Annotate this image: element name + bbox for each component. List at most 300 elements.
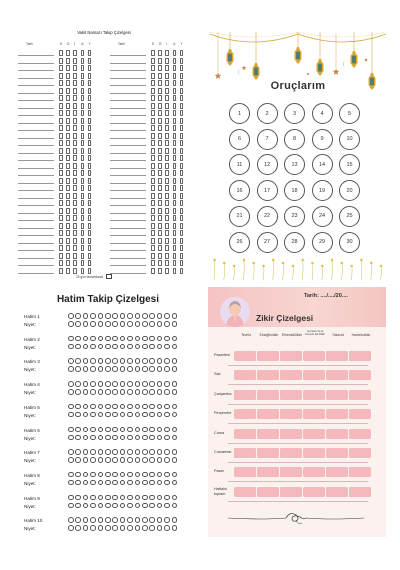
cuz-circle[interactable]: [105, 525, 111, 531]
cuz-circle[interactable]: [98, 449, 104, 455]
cuz-circle[interactable]: [98, 412, 104, 418]
cuz-circle[interactable]: [157, 427, 163, 433]
cuz-circle[interactable]: [120, 457, 126, 463]
prayer-checkbox[interactable]: [173, 163, 177, 169]
cuz-circle[interactable]: [90, 404, 96, 410]
prayer-checkbox[interactable]: [173, 73, 177, 79]
prayer-checkbox[interactable]: [180, 215, 184, 221]
cuz-circle[interactable]: [98, 517, 104, 523]
prayer-checkbox[interactable]: [180, 140, 184, 146]
cuz-circle[interactable]: [75, 495, 81, 501]
prayer-checkbox[interactable]: [173, 80, 177, 86]
cuz-circle[interactable]: [127, 472, 133, 478]
zikir-count-cell[interactable]: [257, 390, 279, 400]
date-line[interactable]: [110, 213, 146, 214]
cuz-circle[interactable]: [164, 503, 170, 509]
zikir-count-cell[interactable]: [257, 370, 279, 380]
cuz-circle[interactable]: [157, 313, 163, 319]
cuz-circle[interactable]: [172, 472, 178, 478]
zikir-count-cell[interactable]: [326, 351, 348, 361]
cuz-circle[interactable]: [90, 435, 96, 441]
cuz-circle[interactable]: [142, 389, 148, 395]
cuz-circle[interactable]: [90, 427, 96, 433]
cuz-circle[interactable]: [105, 495, 111, 501]
cuz-circle[interactable]: [164, 525, 170, 531]
cuz-circle[interactable]: [120, 449, 126, 455]
date-line[interactable]: [110, 198, 146, 199]
cuz-circle[interactable]: [68, 472, 74, 478]
cuz-circle[interactable]: [98, 503, 104, 509]
zikir-count-cell[interactable]: [280, 448, 302, 458]
zikir-count-cell[interactable]: [234, 448, 256, 458]
prayer-checkbox[interactable]: [165, 215, 169, 221]
cuz-circle[interactable]: [135, 344, 141, 350]
prayer-checkbox[interactable]: [180, 110, 184, 116]
cuz-circle[interactable]: [164, 472, 170, 478]
fast-day-circle[interactable]: 14: [312, 154, 333, 175]
prayer-checkbox[interactable]: [165, 125, 169, 131]
prayer-checkbox[interactable]: [180, 238, 184, 244]
cuz-circle[interactable]: [120, 389, 126, 395]
cuz-circle[interactable]: [75, 336, 81, 342]
cuz-circle[interactable]: [135, 313, 141, 319]
cuz-circle[interactable]: [157, 389, 163, 395]
cuz-circle[interactable]: [142, 336, 148, 342]
date-line[interactable]: [110, 258, 146, 259]
cuz-circle[interactable]: [142, 435, 148, 441]
cuz-circle[interactable]: [112, 503, 118, 509]
cuz-circle[interactable]: [157, 495, 163, 501]
cuz-circle[interactable]: [157, 435, 163, 441]
cuz-circle[interactable]: [127, 435, 133, 441]
cuz-circle[interactable]: [149, 412, 155, 418]
prayer-checkbox[interactable]: [158, 185, 162, 191]
cuz-circle[interactable]: [127, 389, 133, 395]
prayer-checkbox[interactable]: [173, 253, 177, 259]
fast-day-circle[interactable]: 30: [339, 232, 360, 253]
cuz-circle[interactable]: [83, 381, 89, 387]
cuz-circle[interactable]: [98, 313, 104, 319]
prayer-checkbox[interactable]: [165, 80, 169, 86]
prayer-checkbox[interactable]: [173, 178, 177, 184]
cuz-circle[interactable]: [135, 412, 141, 418]
cuz-circle[interactable]: [172, 503, 178, 509]
zikir-date-field[interactable]: Tarih: ..../..../20....: [304, 293, 348, 299]
cuz-circle[interactable]: [120, 321, 126, 327]
prayer-checkbox[interactable]: [151, 58, 155, 64]
cuz-circle[interactable]: [149, 404, 155, 410]
prayer-checkbox[interactable]: [151, 148, 155, 154]
prayer-checkbox[interactable]: [173, 88, 177, 94]
cuz-circle[interactable]: [157, 336, 163, 342]
cuz-circle[interactable]: [83, 449, 89, 455]
cuz-circle[interactable]: [112, 389, 118, 395]
zikir-count-cell[interactable]: [349, 448, 371, 458]
cuz-circle[interactable]: [164, 517, 170, 523]
cuz-circle[interactable]: [142, 457, 148, 463]
prayer-checkbox[interactable]: [158, 208, 162, 214]
fast-day-circle[interactable]: 11: [229, 154, 250, 175]
cuz-circle[interactable]: [172, 336, 178, 342]
prayer-checkbox[interactable]: [173, 223, 177, 229]
zikir-count-cell[interactable]: [303, 487, 325, 497]
prayer-checkbox[interactable]: [165, 170, 169, 176]
zikir-count-cell[interactable]: [257, 429, 279, 439]
zikir-count-cell[interactable]: [280, 487, 302, 497]
cuz-circle[interactable]: [127, 336, 133, 342]
cuz-circle[interactable]: [90, 344, 96, 350]
prayer-checkbox[interactable]: [180, 230, 184, 236]
prayer-checkbox[interactable]: [173, 230, 177, 236]
prayer-checkbox[interactable]: [158, 253, 162, 259]
cuz-circle[interactable]: [75, 381, 81, 387]
prayer-checkbox[interactable]: [180, 125, 184, 131]
cuz-circle[interactable]: [127, 412, 133, 418]
prayer-checkbox[interactable]: [158, 140, 162, 146]
fast-day-circle[interactable]: 2: [257, 103, 278, 124]
cuz-circle[interactable]: [142, 412, 148, 418]
prayer-checkbox[interactable]: [180, 208, 184, 214]
fast-day-circle[interactable]: 20: [339, 180, 360, 201]
cuz-circle[interactable]: [112, 495, 118, 501]
cuz-circle[interactable]: [112, 381, 118, 387]
cuz-circle[interactable]: [149, 313, 155, 319]
cuz-circle[interactable]: [120, 336, 126, 342]
zikir-count-cell[interactable]: [234, 390, 256, 400]
zikir-count-cell[interactable]: [234, 487, 256, 497]
cuz-circle[interactable]: [172, 366, 178, 372]
cuz-circle[interactable]: [135, 495, 141, 501]
cuz-circle[interactable]: [172, 389, 178, 395]
cuz-circle[interactable]: [98, 321, 104, 327]
fast-day-circle[interactable]: 5: [339, 103, 360, 124]
cuz-circle[interactable]: [149, 517, 155, 523]
date-line[interactable]: [110, 78, 146, 79]
cuz-circle[interactable]: [98, 427, 104, 433]
prayer-checkbox[interactable]: [173, 50, 177, 56]
prayer-checkbox[interactable]: [158, 133, 162, 139]
prayer-checkbox[interactable]: [173, 185, 177, 191]
fast-day-circle[interactable]: 26: [229, 232, 250, 253]
prayer-checkbox[interactable]: [165, 200, 169, 206]
cuz-circle[interactable]: [90, 321, 96, 327]
cuz-circle[interactable]: [83, 358, 89, 364]
date-line[interactable]: [110, 138, 146, 139]
cuz-circle[interactable]: [75, 358, 81, 364]
prayer-checkbox[interactable]: [165, 260, 169, 266]
cuz-circle[interactable]: [172, 517, 178, 523]
date-line[interactable]: [110, 153, 146, 154]
cuz-circle[interactable]: [172, 427, 178, 433]
cuz-circle[interactable]: [127, 503, 133, 509]
zikir-count-cell[interactable]: [280, 429, 302, 439]
cuz-circle[interactable]: [90, 449, 96, 455]
cuz-circle[interactable]: [83, 366, 89, 372]
prayer-checkbox[interactable]: [158, 163, 162, 169]
prayer-checkbox[interactable]: [151, 125, 155, 131]
cuz-circle[interactable]: [172, 404, 178, 410]
cuz-circle[interactable]: [112, 435, 118, 441]
prayer-checkbox[interactable]: [151, 163, 155, 169]
cuz-circle[interactable]: [83, 404, 89, 410]
fast-day-circle[interactable]: 3: [284, 103, 305, 124]
cuz-circle[interactable]: [75, 389, 81, 395]
cuz-circle[interactable]: [120, 503, 126, 509]
zikir-count-cell[interactable]: [303, 467, 325, 477]
cuz-circle[interactable]: [149, 457, 155, 463]
cuz-circle[interactable]: [90, 336, 96, 342]
cuz-circle[interactable]: [172, 525, 178, 531]
prayer-checkbox[interactable]: [180, 178, 184, 184]
prayer-checkbox[interactable]: [173, 238, 177, 244]
fast-day-circle[interactable]: 24: [312, 206, 333, 227]
prayer-checkbox[interactable]: [165, 65, 169, 71]
cuz-circle[interactable]: [98, 336, 104, 342]
cuz-circle[interactable]: [135, 381, 141, 387]
prayer-checkbox[interactable]: [165, 178, 169, 184]
cuz-circle[interactable]: [142, 503, 148, 509]
date-line[interactable]: [110, 123, 146, 124]
date-line[interactable]: [110, 63, 146, 64]
prayer-checkbox[interactable]: [151, 178, 155, 184]
cuz-circle[interactable]: [98, 344, 104, 350]
cuz-circle[interactable]: [127, 457, 133, 463]
prayer-checkbox[interactable]: [151, 133, 155, 139]
cuz-circle[interactable]: [164, 412, 170, 418]
prayer-checkbox[interactable]: [151, 88, 155, 94]
prayer-checkbox[interactable]: [165, 238, 169, 244]
cuz-circle[interactable]: [149, 427, 155, 433]
cuz-circle[interactable]: [83, 336, 89, 342]
prayer-checkbox[interactable]: [173, 215, 177, 221]
cuz-circle[interactable]: [90, 389, 96, 395]
cuz-circle[interactable]: [112, 472, 118, 478]
cuz-circle[interactable]: [90, 457, 96, 463]
cuz-circle[interactable]: [83, 517, 89, 523]
cuz-circle[interactable]: [98, 435, 104, 441]
cuz-circle[interactable]: [157, 381, 163, 387]
prayer-checkbox[interactable]: [151, 215, 155, 221]
cuz-circle[interactable]: [105, 336, 111, 342]
cuz-circle[interactable]: [68, 358, 74, 364]
cuz-circle[interactable]: [135, 435, 141, 441]
cuz-circle[interactable]: [98, 457, 104, 463]
cuz-circle[interactable]: [164, 449, 170, 455]
prayer-checkbox[interactable]: [165, 148, 169, 154]
cuz-circle[interactable]: [135, 517, 141, 523]
prayer-checkbox[interactable]: [180, 73, 184, 79]
fast-day-circle[interactable]: 13: [284, 154, 305, 175]
cuz-circle[interactable]: [172, 358, 178, 364]
cuz-circle[interactable]: [83, 412, 89, 418]
prayer-checkbox[interactable]: [158, 260, 162, 266]
prayer-checkbox[interactable]: [151, 110, 155, 116]
prayer-checkbox[interactable]: [180, 223, 184, 229]
prayer-checkbox[interactable]: [173, 125, 177, 131]
prayer-checkbox[interactable]: [173, 245, 177, 251]
cuz-circle[interactable]: [105, 404, 111, 410]
cuz-circle[interactable]: [75, 412, 81, 418]
cuz-circle[interactable]: [90, 313, 96, 319]
prayer-checkbox[interactable]: [180, 260, 184, 266]
prayer-checkbox[interactable]: [173, 268, 177, 274]
cuz-circle[interactable]: [172, 321, 178, 327]
prayer-checkbox[interactable]: [158, 155, 162, 161]
prayer-checkbox[interactable]: [158, 230, 162, 236]
prayer-checkbox[interactable]: [158, 170, 162, 176]
zikir-count-cell[interactable]: [234, 409, 256, 419]
cuz-circle[interactable]: [83, 503, 89, 509]
prayer-checkbox[interactable]: [158, 50, 162, 56]
cuz-circle[interactable]: [105, 366, 111, 372]
cuz-circle[interactable]: [75, 427, 81, 433]
cuz-circle[interactable]: [120, 427, 126, 433]
prayer-checkbox[interactable]: [180, 163, 184, 169]
cuz-circle[interactable]: [172, 313, 178, 319]
cuz-circle[interactable]: [68, 503, 74, 509]
prayer-checkbox[interactable]: [165, 58, 169, 64]
prayer-checkbox[interactable]: [151, 193, 155, 199]
zikir-count-cell[interactable]: [280, 351, 302, 361]
cuz-circle[interactable]: [105, 358, 111, 364]
zikir-count-cell[interactable]: [326, 448, 348, 458]
prayer-checkbox[interactable]: [151, 140, 155, 146]
cuz-circle[interactable]: [112, 404, 118, 410]
cuz-circle[interactable]: [98, 472, 104, 478]
date-line[interactable]: [110, 108, 146, 109]
cuz-circle[interactable]: [83, 457, 89, 463]
cuz-circle[interactable]: [112, 427, 118, 433]
cuz-circle[interactable]: [142, 358, 148, 364]
prayer-checkbox[interactable]: [180, 58, 184, 64]
cuz-circle[interactable]: [98, 480, 104, 486]
prayer-checkbox[interactable]: [180, 185, 184, 191]
prayer-checkbox[interactable]: [165, 95, 169, 101]
prayer-checkbox[interactable]: [158, 193, 162, 199]
cuz-circle[interactable]: [164, 336, 170, 342]
prayer-checkbox[interactable]: [151, 155, 155, 161]
cuz-circle[interactable]: [75, 457, 81, 463]
prayer-checkbox[interactable]: [151, 253, 155, 259]
cuz-circle[interactable]: [157, 366, 163, 372]
prayer-checkbox[interactable]: [165, 163, 169, 169]
cuz-circle[interactable]: [149, 321, 155, 327]
cuz-circle[interactable]: [172, 495, 178, 501]
fast-day-circle[interactable]: 22: [257, 206, 278, 227]
cuz-circle[interactable]: [68, 404, 74, 410]
cuz-circle[interactable]: [127, 449, 133, 455]
cuz-circle[interactable]: [83, 495, 89, 501]
zikir-count-cell[interactable]: [280, 390, 302, 400]
prayer-checkbox[interactable]: [180, 118, 184, 124]
cuz-circle[interactable]: [142, 366, 148, 372]
cuz-circle[interactable]: [120, 404, 126, 410]
cuz-circle[interactable]: [75, 321, 81, 327]
zikir-count-cell[interactable]: [234, 351, 256, 361]
prayer-checkbox[interactable]: [165, 268, 169, 274]
cuz-circle[interactable]: [90, 517, 96, 523]
fast-day-circle[interactable]: 17: [257, 180, 278, 201]
fast-day-circle[interactable]: 16: [229, 180, 250, 201]
cuz-circle[interactable]: [105, 389, 111, 395]
cuz-circle[interactable]: [112, 480, 118, 486]
cuz-circle[interactable]: [135, 427, 141, 433]
zikir-count-cell[interactable]: [349, 429, 371, 439]
cuz-circle[interactable]: [98, 404, 104, 410]
prayer-checkbox[interactable]: [158, 80, 162, 86]
cuz-circle[interactable]: [112, 344, 118, 350]
prayer-checkbox[interactable]: [165, 50, 169, 56]
cuz-circle[interactable]: [105, 427, 111, 433]
date-line[interactable]: [110, 55, 146, 56]
prayer-checkbox[interactable]: [158, 245, 162, 251]
prayer-checkbox[interactable]: [165, 118, 169, 124]
cuz-circle[interactable]: [68, 427, 74, 433]
zikir-count-cell[interactable]: [257, 467, 279, 477]
zikir-count-cell[interactable]: [303, 448, 325, 458]
cuz-circle[interactable]: [83, 313, 89, 319]
prayer-checkbox[interactable]: [165, 230, 169, 236]
zikir-count-cell[interactable]: [326, 370, 348, 380]
prayer-checkbox[interactable]: [165, 88, 169, 94]
cuz-circle[interactable]: [68, 366, 74, 372]
date-line[interactable]: [110, 190, 146, 191]
cuz-circle[interactable]: [105, 503, 111, 509]
cuz-circle[interactable]: [75, 404, 81, 410]
cuz-circle[interactable]: [98, 389, 104, 395]
date-line[interactable]: [110, 168, 146, 169]
cuz-circle[interactable]: [75, 449, 81, 455]
zikir-count-cell[interactable]: [349, 487, 371, 497]
cuz-circle[interactable]: [142, 404, 148, 410]
prayer-checkbox[interactable]: [158, 65, 162, 71]
zikir-count-cell[interactable]: [257, 448, 279, 458]
prayer-checkbox[interactable]: [165, 253, 169, 259]
prayer-checkbox[interactable]: [158, 118, 162, 124]
cuz-circle[interactable]: [83, 525, 89, 531]
cuz-circle[interactable]: [142, 495, 148, 501]
cuz-circle[interactable]: [120, 381, 126, 387]
cuz-circle[interactable]: [127, 366, 133, 372]
cuz-circle[interactable]: [127, 525, 133, 531]
cuz-circle[interactable]: [112, 313, 118, 319]
cuz-circle[interactable]: [157, 480, 163, 486]
cuz-circle[interactable]: [75, 366, 81, 372]
prayer-checkbox[interactable]: [165, 223, 169, 229]
fast-day-circle[interactable]: 10: [339, 129, 360, 150]
fast-day-circle[interactable]: 27: [257, 232, 278, 253]
cuz-circle[interactable]: [149, 358, 155, 364]
cuz-circle[interactable]: [68, 449, 74, 455]
cuz-circle[interactable]: [142, 427, 148, 433]
cuz-circle[interactable]: [75, 472, 81, 478]
cuz-circle[interactable]: [120, 344, 126, 350]
fast-day-circle[interactable]: 15: [339, 154, 360, 175]
cuz-circle[interactable]: [120, 412, 126, 418]
prayer-checkbox[interactable]: [173, 110, 177, 116]
date-line[interactable]: [110, 145, 146, 146]
zikir-count-cell[interactable]: [234, 467, 256, 477]
cuz-circle[interactable]: [135, 457, 141, 463]
cuz-circle[interactable]: [120, 495, 126, 501]
cuz-circle[interactable]: [68, 525, 74, 531]
date-line[interactable]: [110, 70, 146, 71]
prayer-checkbox[interactable]: [158, 125, 162, 131]
cuz-circle[interactable]: [172, 457, 178, 463]
cuz-circle[interactable]: [90, 381, 96, 387]
prayer-checkbox[interactable]: [165, 140, 169, 146]
cuz-circle[interactable]: [142, 381, 148, 387]
